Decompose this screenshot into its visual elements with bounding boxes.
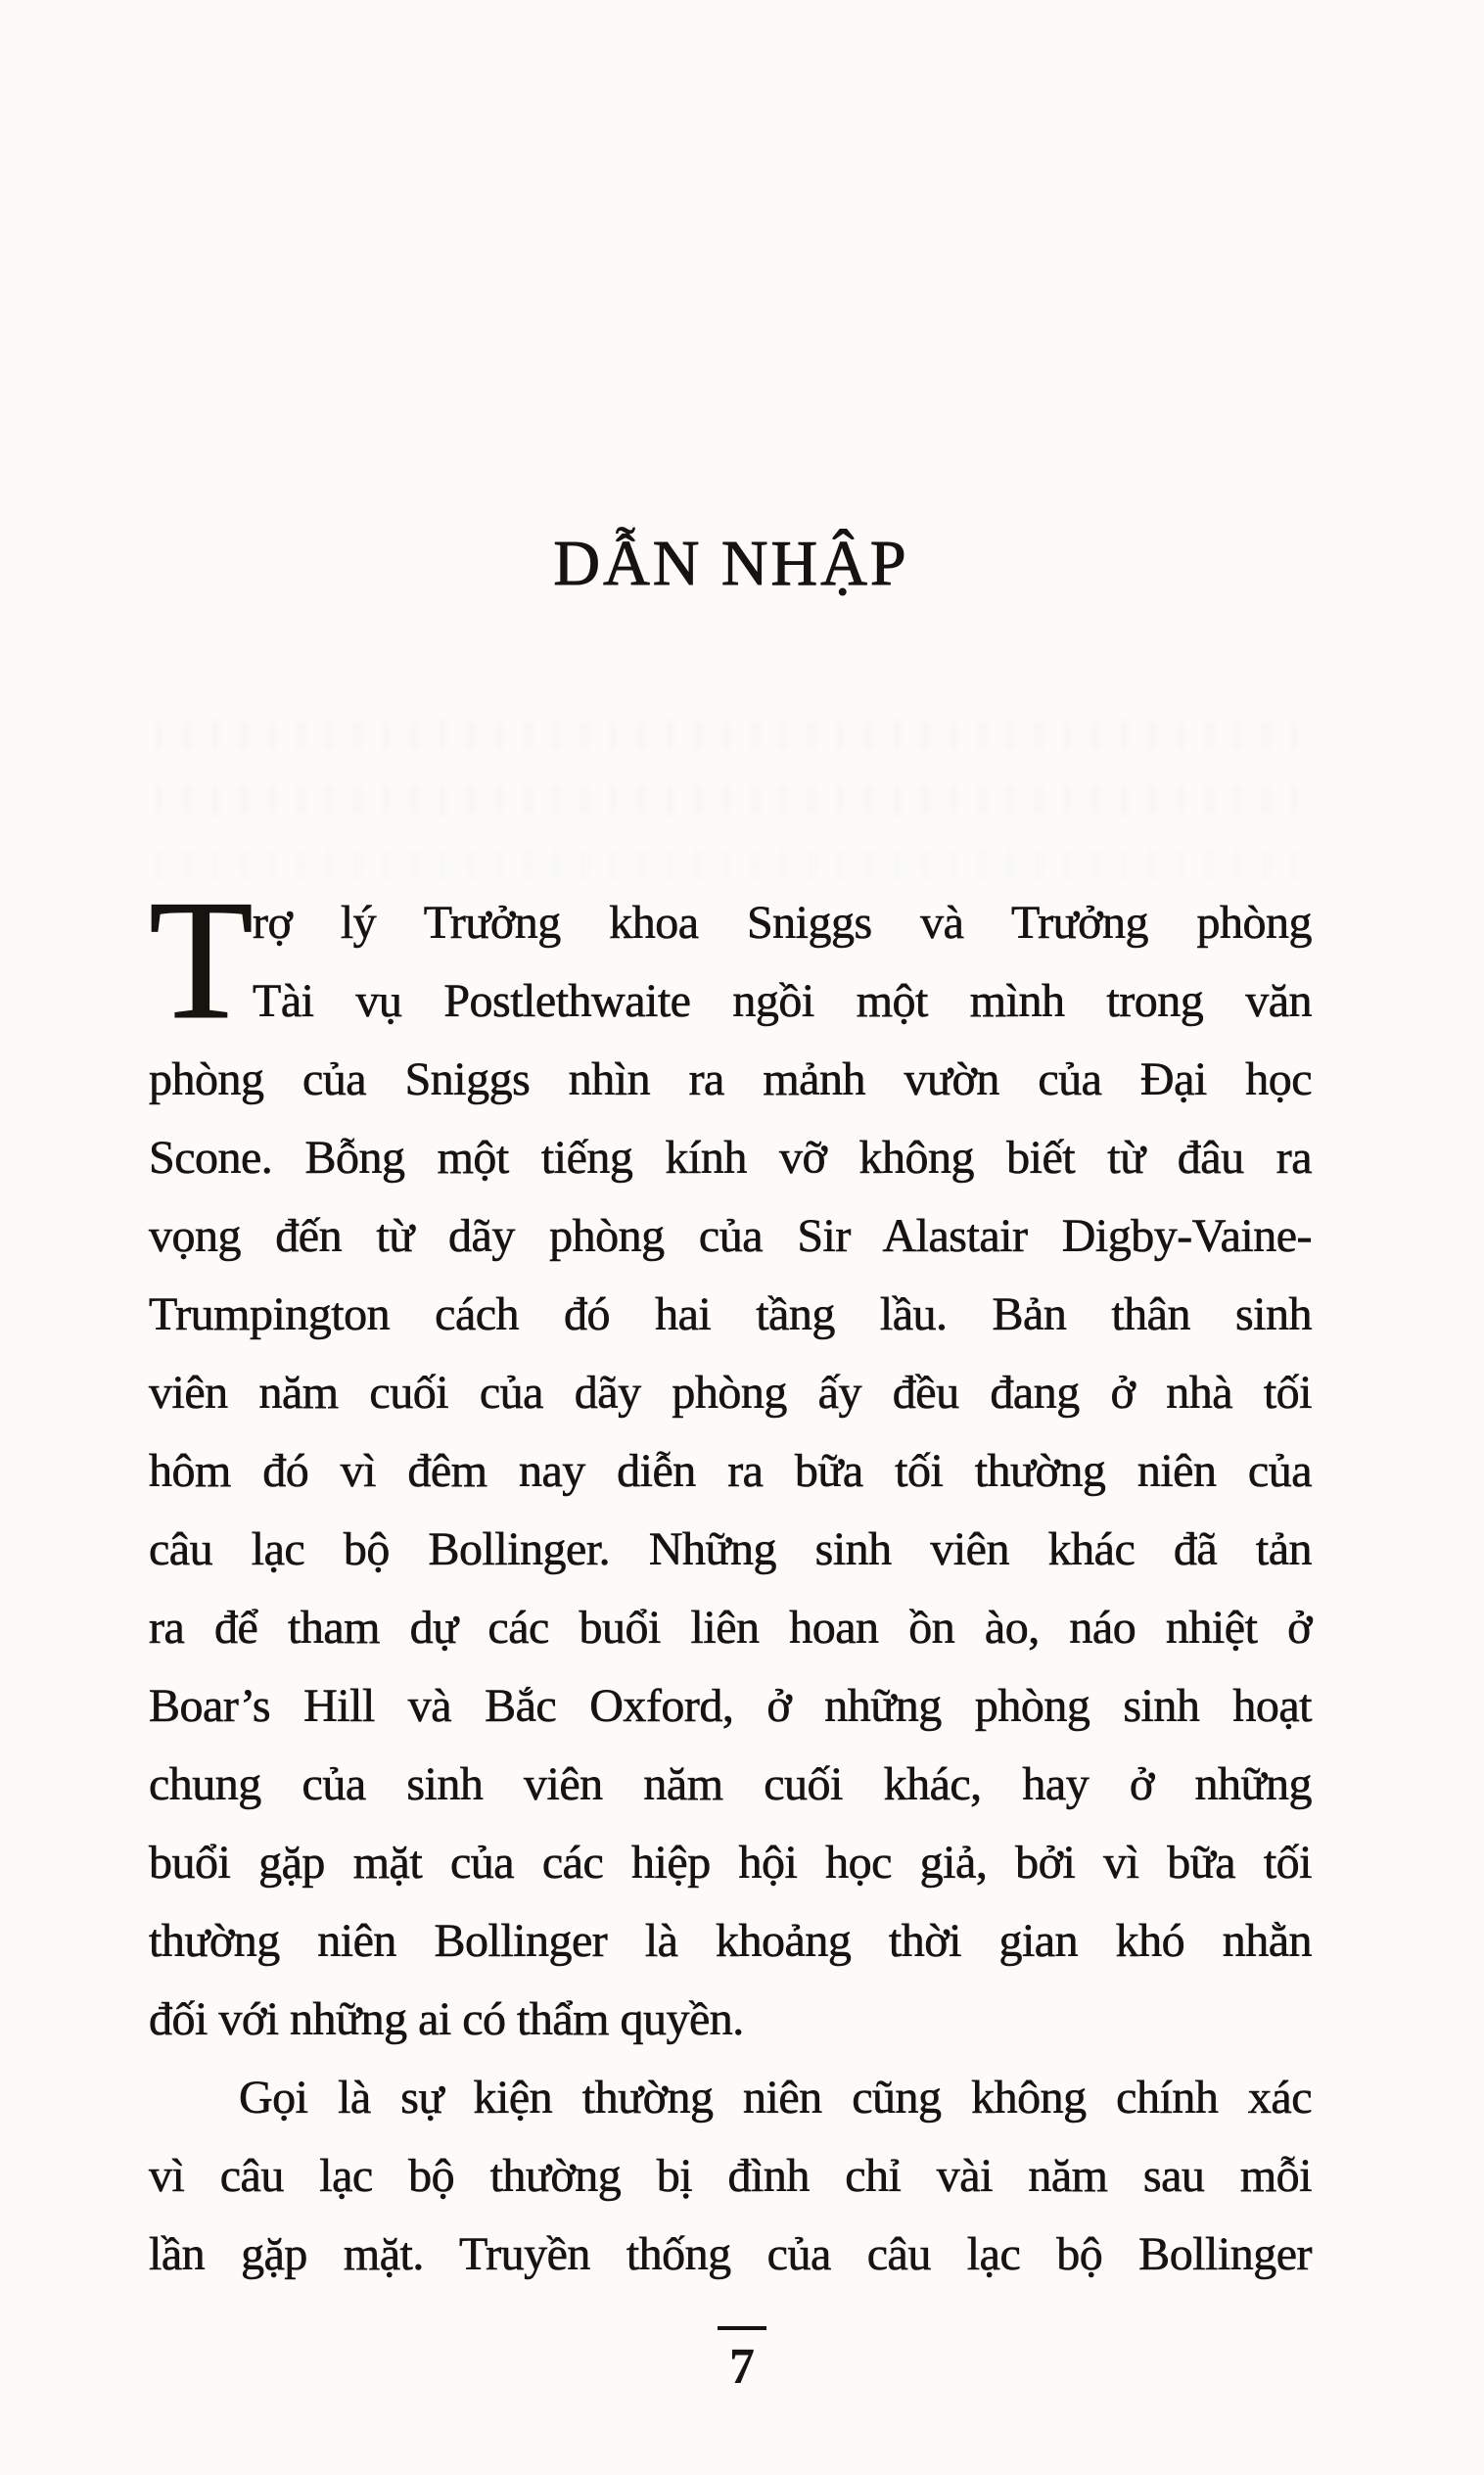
text-line: buổi gặp mặt của các hiệp hội học giả, bởi vì bữa tối	[149, 1837, 1312, 1889]
text-line: ra để tham dự các buổi liên hoan ồn ào, náo nhiệt ở	[149, 1602, 1312, 1654]
text-line: Tài vụ Postlethwaite ngồi một mình trong văn	[253, 975, 1312, 1027]
paragraph	[149, 2059, 1312, 2294]
text-line: Scone. Bỗng một tiếng kính vỡ không biết từ đâu ra	[149, 1132, 1312, 1184]
text-line: câu lạc bộ Bollinger. Những sinh viên khác đã tản	[149, 1523, 1312, 1575]
paragraphs-container	[149, 884, 1312, 2294]
paragraph	[149, 884, 1312, 2059]
text-line: chung của sinh viên năm cuối khác, hay ở những	[149, 1758, 1312, 1810]
text-line: Boar’s Hill và Bắc Oxford, ở những phòng sinh hoạt	[149, 1680, 1312, 1732]
text-line: rợ lý Trưởng khoa Sniggs và Trưởng phòng	[253, 897, 1312, 949]
ink-bleed-artifact	[157, 850, 1312, 879]
text-line: đối với những ai có thẩm quyền.	[149, 1993, 744, 2045]
chapter-title: DẪN NHẬP	[553, 528, 909, 599]
text-line: vọng đến từ dãy phòng của Sir Alastair Digby-Vaine-	[149, 1210, 1312, 1262]
text-line: phòng của Sniggs nhìn ra mảnh vườn của Đại học	[149, 1053, 1312, 1105]
text-line: Trumpington cách đó hai tầng lầu. Bản thân sinh	[149, 1288, 1312, 1340]
text-line: vì câu lạc bộ thường bị đình chỉ vài năm sau mỗi	[149, 2150, 1312, 2202]
page-number: 7	[729, 2339, 755, 2395]
text-line: thường niên Bollinger là khoảng thời gian khó nhằn	[149, 1915, 1312, 1967]
text-line: hôm đó vì đêm nay diễn ra bữa tối thường niên của	[149, 1445, 1312, 1497]
drop-cap-letter: T	[149, 864, 254, 1054]
text-line: Gọi là sự kiện thường niên cũng không chính xác	[239, 2072, 1312, 2124]
text-line: viên năm cuối của dãy phòng ấy đều đang ở nhà tối	[149, 1367, 1312, 1419]
footer-rule	[718, 2326, 766, 2330]
text-line: lần gặp mặt. Truyền thống của câu lạc bộ Bollinger	[149, 2228, 1312, 2280]
ink-bleed-artifact	[157, 785, 1312, 815]
body-text	[149, 864, 1312, 2294]
ink-bleed-artifact	[157, 721, 1312, 750]
